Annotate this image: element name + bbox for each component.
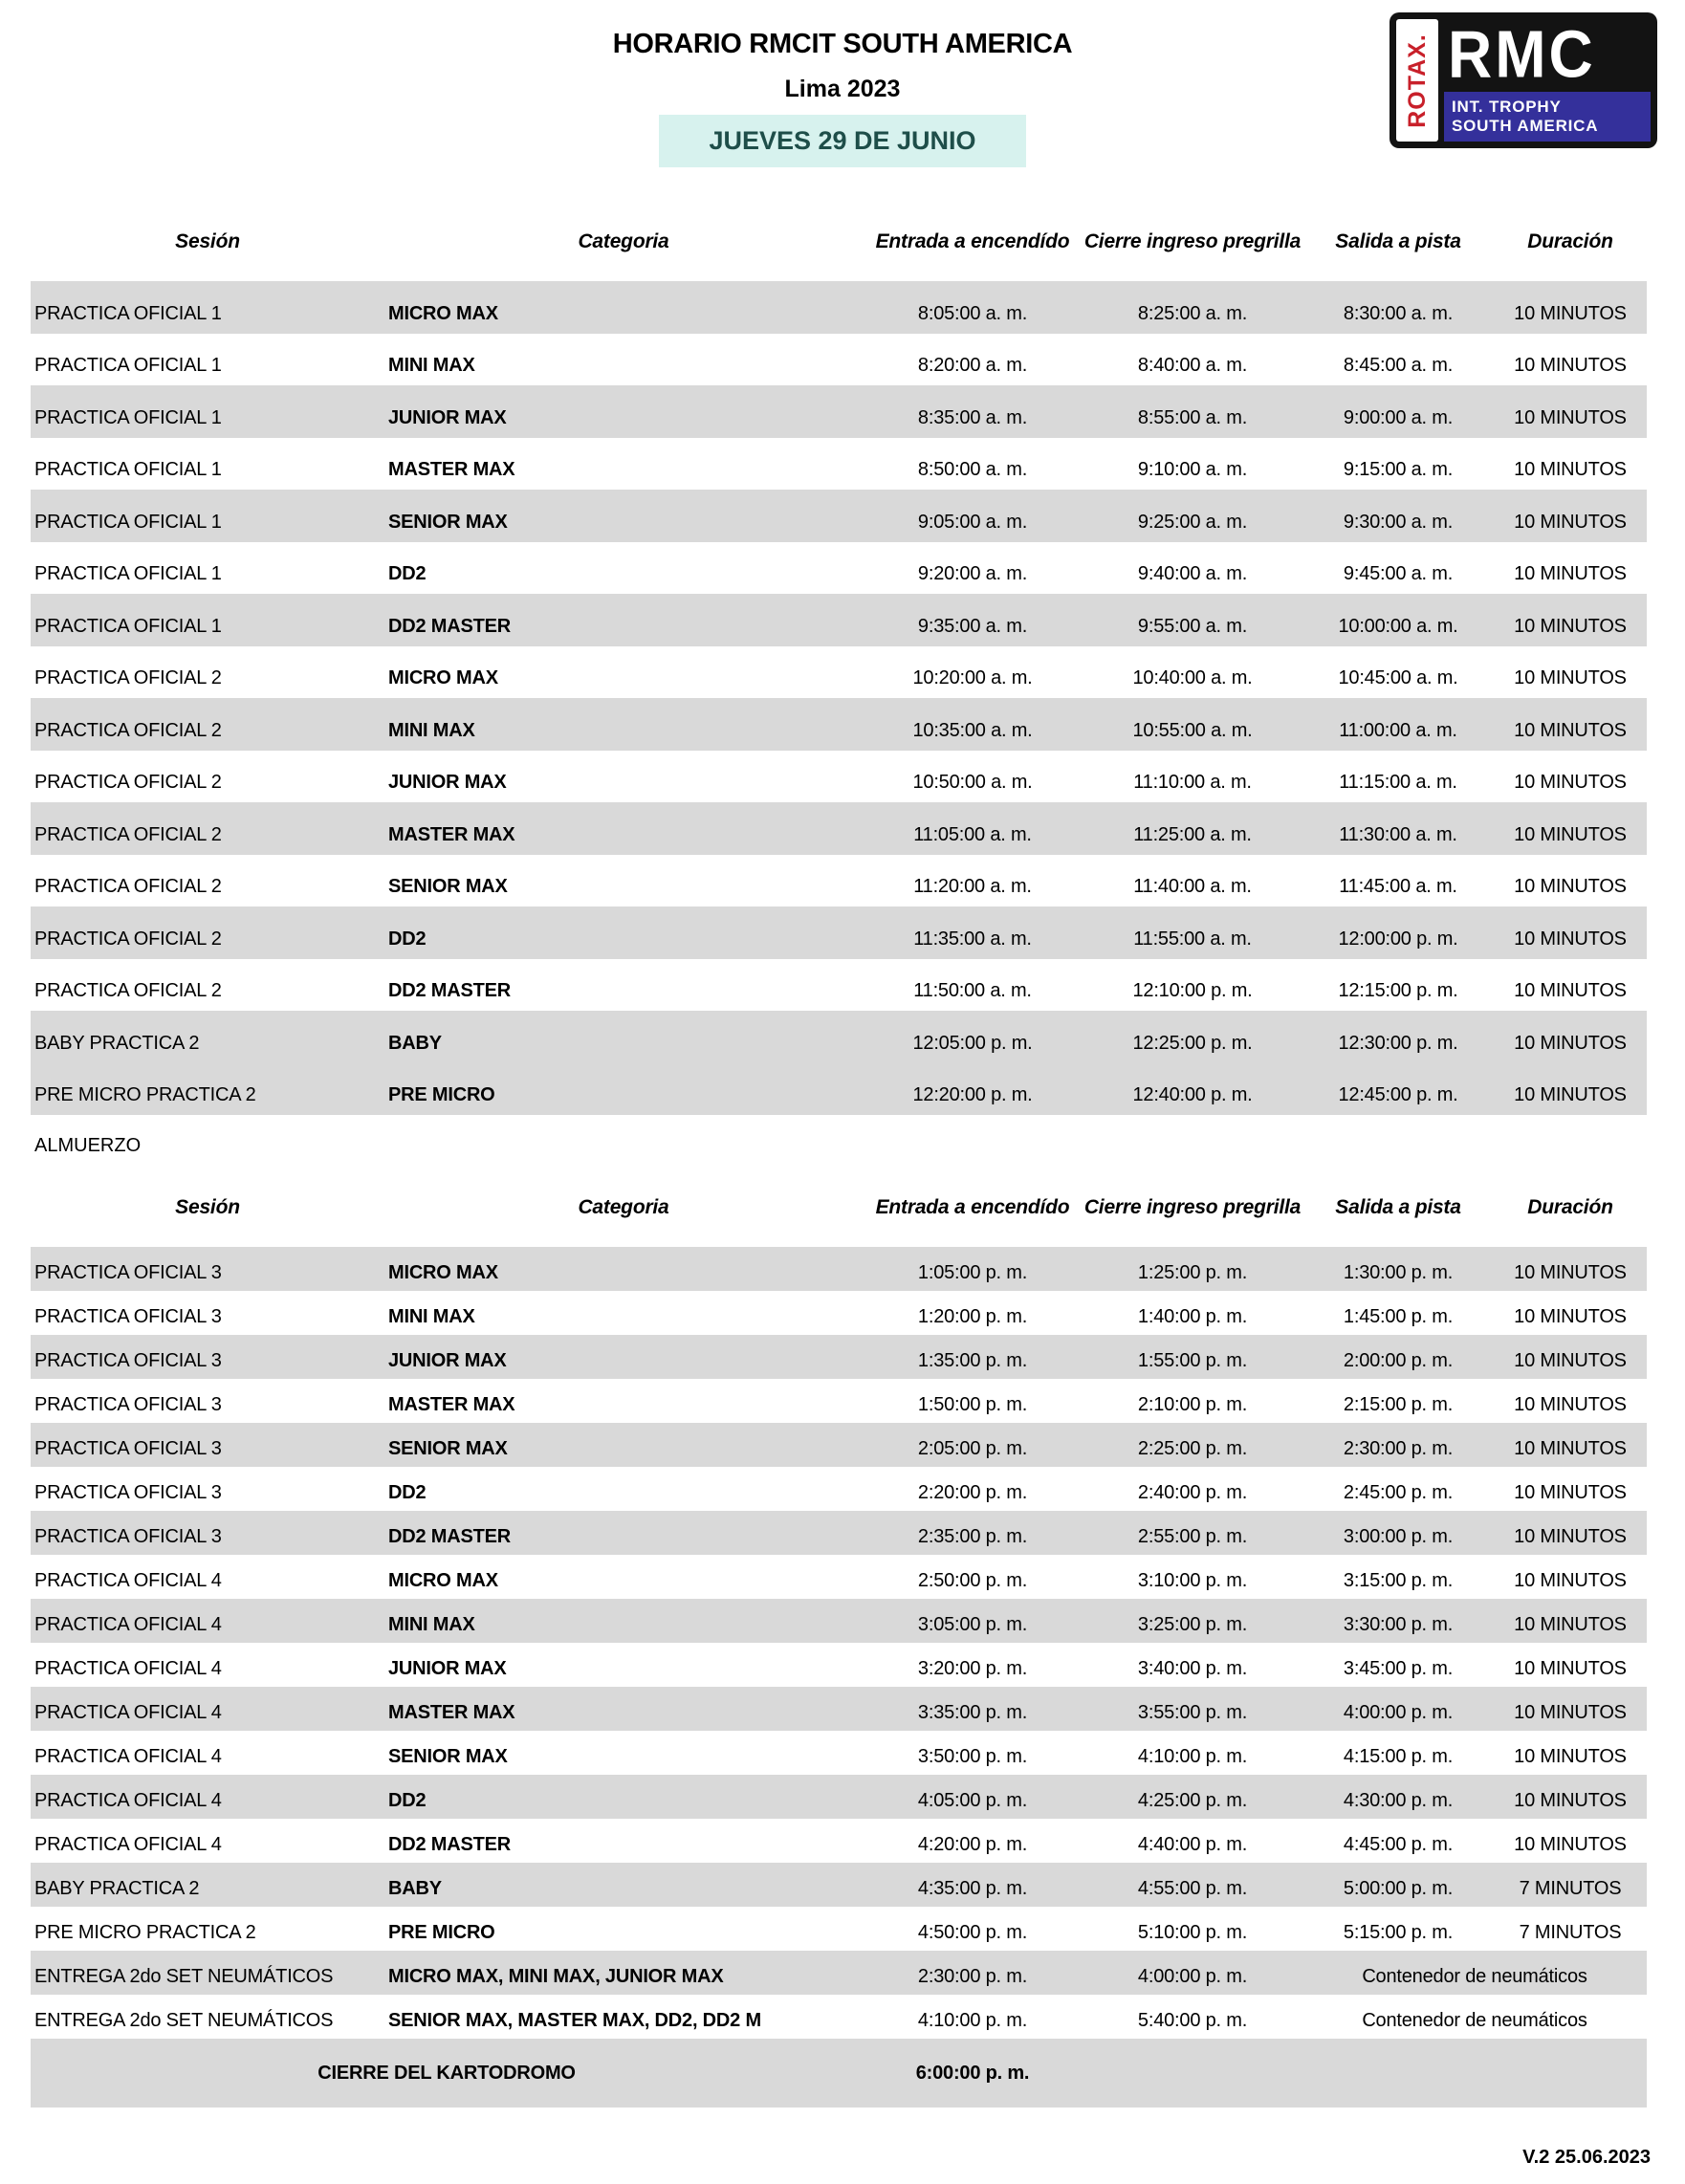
entrada-cell: 11:05:00 a. m. bbox=[913, 823, 1032, 845]
cierre-cell: 9:55:00 a. m. bbox=[1137, 615, 1248, 637]
category-cell: MINI MAX bbox=[388, 719, 475, 741]
table-row bbox=[31, 1467, 1647, 1511]
category-cell: PRE MICRO bbox=[388, 1922, 495, 1943]
table-row bbox=[31, 1555, 1647, 1599]
cierre-cell: 3:25:00 p. m. bbox=[1137, 1614, 1248, 1635]
cierre-cell: 10:55:00 a. m. bbox=[1132, 719, 1253, 741]
category-cell: MINI MAX bbox=[388, 1614, 475, 1635]
salida-cell: 10:45:00 a. m. bbox=[1338, 667, 1458, 688]
entrada-cell: 9:35:00 a. m. bbox=[917, 615, 1028, 637]
cierre-cell: 9:25:00 a. m. bbox=[1137, 511, 1248, 533]
category-cell: MASTER MAX bbox=[388, 459, 515, 480]
session-cell: PRACTICA OFICIAL 3 bbox=[34, 1350, 222, 1371]
salida-cell: 3:15:00 p. m. bbox=[1343, 1570, 1454, 1591]
duracion-cell: 10 MINUTOS bbox=[1514, 1482, 1627, 1503]
entrada-cell: 8:20:00 a. m. bbox=[917, 355, 1028, 376]
cierre-cell: 3:40:00 p. m. bbox=[1137, 1658, 1248, 1679]
category-cell: JUNIOR MAX bbox=[388, 772, 507, 793]
cierre-cell: 2:40:00 p. m. bbox=[1137, 1482, 1248, 1503]
table-row bbox=[31, 751, 1647, 803]
entrada-cell: 12:20:00 p. m. bbox=[912, 1084, 1033, 1105]
salida-cell: 3:00:00 p. m. bbox=[1343, 1526, 1454, 1547]
cierre-cell: 12:25:00 p. m. bbox=[1132, 1032, 1253, 1054]
category-cell: PRE MICRO bbox=[388, 1084, 495, 1105]
session-cell: PRACTICA OFICIAL 3 bbox=[34, 1306, 222, 1327]
duracion-cell: 7 MINUTOS bbox=[1519, 1878, 1622, 1899]
salida-cell: 12:00:00 p. m. bbox=[1338, 928, 1458, 950]
category-cell: MICRO MAX bbox=[388, 667, 498, 688]
salida-cell: 12:45:00 p. m. bbox=[1338, 1084, 1458, 1105]
column-header: Duración bbox=[1527, 230, 1613, 253]
salida-cell: 3:30:00 p. m. bbox=[1343, 1614, 1454, 1635]
category-cell: MICRO MAX bbox=[388, 302, 498, 324]
salida-cell: 4:30:00 p. m. bbox=[1343, 1790, 1454, 1811]
category-cell: MINI MAX bbox=[388, 1306, 475, 1327]
entrada-cell: 4:20:00 p. m. bbox=[917, 1834, 1028, 1855]
entrada-cell: 4:35:00 p. m. bbox=[917, 1878, 1028, 1899]
table-row bbox=[31, 1863, 1647, 1907]
salida-cell: 2:00:00 p. m. bbox=[1343, 1350, 1454, 1371]
entrada-cell: 10:35:00 a. m. bbox=[912, 719, 1033, 741]
duracion-cell: 10 MINUTOS bbox=[1514, 1350, 1627, 1371]
salida-cell: 11:15:00 a. m. bbox=[1339, 772, 1457, 793]
duracion-cell: 10 MINUTOS bbox=[1514, 1702, 1627, 1723]
duracion-cell: 10 MINUTOS bbox=[1514, 1394, 1627, 1415]
cierre-cell: 11:10:00 a. m. bbox=[1133, 772, 1252, 793]
salida-cell: 11:00:00 a. m. bbox=[1339, 719, 1457, 741]
duracion-cell: 10 MINUTOS bbox=[1514, 302, 1627, 324]
session-cell: PRACTICA OFICIAL 2 bbox=[34, 772, 222, 793]
column-header: Salida a pista bbox=[1335, 1196, 1461, 1219]
table-row bbox=[31, 1511, 1647, 1555]
entrada-cell: 11:50:00 a. m. bbox=[913, 980, 1032, 1001]
session-cell: PRACTICA OFICIAL 4 bbox=[34, 1702, 222, 1723]
empty-cell bbox=[1083, 2039, 1647, 2108]
entrada-cell: 12:05:00 p. m. bbox=[912, 1032, 1033, 1054]
table-row bbox=[31, 1995, 1647, 2039]
column-header: Entrada a encendído bbox=[875, 1196, 1070, 1219]
cierre-cell: 9:40:00 a. m. bbox=[1137, 563, 1248, 584]
column-header: Salida a pista bbox=[1335, 230, 1461, 253]
duracion-cell: 10 MINUTOS bbox=[1514, 1262, 1627, 1283]
table-row bbox=[31, 1687, 1647, 1731]
duracion-cell: 10 MINUTOS bbox=[1514, 511, 1627, 533]
entrada-cell: 2:20:00 p. m. bbox=[917, 1482, 1028, 1503]
session-cell: PRACTICA OFICIAL 4 bbox=[34, 1614, 222, 1635]
column-header: Sesión bbox=[175, 1196, 240, 1219]
cierre-cell: 9:10:00 a. m. bbox=[1137, 459, 1248, 480]
session-cell: BABY PRACTICA 2 bbox=[34, 1878, 200, 1899]
cierre-cell: 3:10:00 p. m. bbox=[1137, 1570, 1248, 1591]
cierre-cell: 8:55:00 a. m. bbox=[1137, 406, 1248, 428]
category-cell: SENIOR MAX bbox=[388, 1746, 508, 1767]
table-row bbox=[31, 1011, 1647, 1063]
table-row bbox=[31, 490, 1647, 542]
session-cell: PRE MICRO PRACTICA 2 bbox=[34, 1922, 256, 1943]
cierre-cell: 3:55:00 p. m. bbox=[1137, 1702, 1248, 1723]
cierre-cell: 2:55:00 p. m. bbox=[1137, 1526, 1248, 1547]
salida-cell: 4:00:00 p. m. bbox=[1343, 1702, 1454, 1723]
duracion-cell: 10 MINUTOS bbox=[1514, 406, 1627, 428]
column-header: Duración bbox=[1527, 1196, 1613, 1219]
logo-band bbox=[1444, 92, 1651, 142]
session-cell: ENTREGA 2do SET NEUMÁTICOS bbox=[34, 2010, 334, 2031]
column-header: Cierre ingreso pregrilla bbox=[1083, 1196, 1302, 1219]
salida-cell: 9:00:00 a. m. bbox=[1343, 406, 1454, 428]
cierre-cell: 8:40:00 a. m. bbox=[1137, 355, 1248, 376]
table-row bbox=[31, 438, 1647, 491]
cierre-cell: 4:00:00 p. m. bbox=[1137, 1966, 1248, 1987]
salida-cell: 11:45:00 a. m. bbox=[1339, 876, 1457, 897]
schedule-table-morning bbox=[31, 203, 1647, 1115]
session-cell: BABY PRACTICA 2 bbox=[34, 1032, 200, 1054]
session-cell: PRACTICA OFICIAL 1 bbox=[34, 563, 222, 584]
cierre-cell: 10:40:00 a. m. bbox=[1132, 667, 1253, 688]
session-cell: PRACTICA OFICIAL 2 bbox=[34, 667, 222, 688]
salida-cell: 9:45:00 a. m. bbox=[1343, 563, 1454, 584]
entrada-cell: 3:50:00 p. m. bbox=[917, 1746, 1028, 1767]
session-cell: PRACTICA OFICIAL 4 bbox=[34, 1746, 222, 1767]
session-cell: PRACTICA OFICIAL 1 bbox=[34, 511, 222, 533]
table-row bbox=[31, 542, 1647, 595]
category-cell: MICRO MAX bbox=[388, 1262, 498, 1283]
logo-band-line1: INT. TROPHY bbox=[1452, 97, 1562, 116]
category-cell: MASTER MAX bbox=[388, 1702, 515, 1723]
salida-cell: 2:15:00 p. m. bbox=[1343, 1394, 1454, 1415]
salida-cell: 9:15:00 a. m. bbox=[1343, 459, 1454, 480]
salida-cell: Contenedor de neumáticos bbox=[1362, 1966, 1587, 1987]
duracion-cell: 10 MINUTOS bbox=[1514, 823, 1627, 845]
duracion-cell: 10 MINUTOS bbox=[1514, 355, 1627, 376]
duracion-cell: 10 MINUTOS bbox=[1514, 1438, 1627, 1459]
entrada-cell: 1:50:00 p. m. bbox=[917, 1394, 1028, 1415]
session-cell: PRACTICA OFICIAL 2 bbox=[34, 980, 222, 1001]
session-cell: PRACTICA OFICIAL 2 bbox=[34, 876, 222, 897]
column-header: Cierre ingreso pregrilla bbox=[1083, 230, 1302, 253]
duracion-cell: 10 MINUTOS bbox=[1514, 563, 1627, 584]
category-cell: MINI MAX bbox=[388, 355, 475, 376]
duracion-cell: 10 MINUTOS bbox=[1514, 667, 1627, 688]
category-cell: DD2 MASTER bbox=[388, 980, 512, 1001]
table-row bbox=[31, 802, 1647, 855]
duracion-cell: 10 MINUTOS bbox=[1514, 719, 1627, 741]
cierre-cell: 11:55:00 a. m. bbox=[1133, 928, 1252, 950]
duracion-cell: 10 MINUTOS bbox=[1514, 1790, 1627, 1811]
session-cell: PRACTICA OFICIAL 2 bbox=[34, 823, 222, 845]
table-row bbox=[31, 959, 1647, 1012]
cierre-cell: 8:25:00 a. m. bbox=[1137, 302, 1248, 324]
table-row bbox=[31, 855, 1647, 907]
salida-cell: 3:45:00 p. m. bbox=[1343, 1658, 1454, 1679]
category-cell: JUNIOR MAX bbox=[388, 1350, 507, 1371]
salida-cell: 8:30:00 a. m. bbox=[1343, 302, 1454, 324]
table-row bbox=[31, 646, 1647, 699]
category-cell: DD2 MASTER bbox=[388, 1834, 512, 1855]
category-cell: SENIOR MAX, MASTER MAX, DD2, DD2 M bbox=[388, 2010, 761, 2031]
column-header: Categoria bbox=[578, 1196, 669, 1219]
table-row bbox=[31, 1379, 1647, 1423]
session-cell: PRACTICA OFICIAL 3 bbox=[34, 1482, 222, 1503]
duracion-cell: 10 MINUTOS bbox=[1514, 615, 1627, 637]
salida-cell: 1:30:00 p. m. bbox=[1343, 1262, 1454, 1283]
entrada-cell: 3:05:00 p. m. bbox=[917, 1614, 1028, 1635]
duracion-cell: 7 MINUTOS bbox=[1519, 1922, 1622, 1943]
entrada-cell: 4:10:00 p. m. bbox=[917, 2010, 1028, 2031]
duracion-cell: 10 MINUTOS bbox=[1514, 1084, 1627, 1105]
session-cell: PRACTICA OFICIAL 3 bbox=[34, 1394, 222, 1415]
duracion-cell: 10 MINUTOS bbox=[1514, 1746, 1627, 1767]
category-cell: DD2 bbox=[388, 1790, 427, 1811]
cierre-cell: 1:40:00 p. m. bbox=[1137, 1306, 1248, 1327]
event-subtitle: Lima 2023 bbox=[784, 76, 901, 102]
entrada-cell: 6:00:00 p. m. bbox=[915, 2062, 1030, 2084]
table-row bbox=[31, 281, 1647, 334]
session-cell: PRACTICA OFICIAL 2 bbox=[34, 928, 222, 950]
page-title: HORARIO RMCIT SOUTH AMERICA bbox=[612, 29, 1073, 59]
category-cell: MASTER MAX bbox=[388, 1394, 515, 1415]
salida-cell: 1:45:00 p. m. bbox=[1343, 1306, 1454, 1327]
table-row bbox=[31, 1423, 1647, 1467]
entrada-cell: 2:30:00 p. m. bbox=[917, 1966, 1028, 1987]
cierre-cell: 5:10:00 p. m. bbox=[1137, 1922, 1248, 1943]
table-header-row bbox=[31, 1168, 1647, 1247]
category-cell: JUNIOR MAX bbox=[388, 406, 507, 428]
category-cell: BABY bbox=[388, 1032, 442, 1054]
category-cell: DD2 bbox=[388, 1482, 427, 1503]
duracion-cell: 10 MINUTOS bbox=[1514, 772, 1627, 793]
duracion-cell: 10 MINUTOS bbox=[1514, 1834, 1627, 1855]
entrada-cell: 11:20:00 a. m. bbox=[913, 876, 1032, 897]
salida-cell: 11:30:00 a. m. bbox=[1339, 823, 1457, 845]
column-header: Sesión bbox=[175, 230, 240, 253]
salida-cell: 10:00:00 a. m. bbox=[1338, 615, 1458, 637]
cierre-cell: 4:10:00 p. m. bbox=[1137, 1746, 1248, 1767]
table-row bbox=[31, 1775, 1647, 1819]
duracion-cell: 10 MINUTOS bbox=[1514, 1032, 1627, 1054]
salida-cell: 9:30:00 a. m. bbox=[1343, 511, 1454, 533]
table-row bbox=[31, 334, 1647, 386]
duracion-cell: 10 MINUTOS bbox=[1514, 1658, 1627, 1679]
column-header: Categoria bbox=[578, 230, 669, 253]
table-row bbox=[31, 2039, 1647, 2108]
cierre-cell: 2:25:00 p. m. bbox=[1137, 1438, 1248, 1459]
category-cell: SENIOR MAX bbox=[388, 876, 508, 897]
session-cell: PRACTICA OFICIAL 4 bbox=[34, 1570, 222, 1591]
version-label: V.2 25.06.2023 bbox=[1522, 2147, 1651, 2168]
cierre-cell: 2:10:00 p. m. bbox=[1137, 1394, 1248, 1415]
table-row bbox=[31, 1063, 1647, 1116]
cierre-cell: 11:40:00 a. m. bbox=[1133, 876, 1252, 897]
session-cell: PRACTICA OFICIAL 1 bbox=[34, 615, 222, 637]
rmc-logo bbox=[1390, 12, 1657, 148]
entrada-cell: 1:35:00 p. m. bbox=[917, 1350, 1028, 1371]
entrada-cell: 8:35:00 a. m. bbox=[917, 406, 1028, 428]
category-cell: MICRO MAX bbox=[388, 1570, 498, 1591]
entrada-cell: 9:05:00 a. m. bbox=[917, 511, 1028, 533]
session-cell: PRACTICA OFICIAL 3 bbox=[34, 1438, 222, 1459]
salida-cell: 5:00:00 p. m. bbox=[1343, 1878, 1454, 1899]
table-row bbox=[31, 1951, 1647, 1995]
rotax-strip bbox=[1396, 19, 1438, 142]
logo-right bbox=[1444, 19, 1651, 142]
category-cell: MICRO MAX, MINI MAX, JUNIOR MAX bbox=[388, 1966, 724, 1987]
page-header bbox=[0, 0, 1685, 203]
session-cell: PRACTICA OFICIAL 1 bbox=[34, 355, 222, 376]
duracion-cell: 10 MINUTOS bbox=[1514, 459, 1627, 480]
session-cell: PRACTICA OFICIAL 1 bbox=[34, 302, 222, 324]
entrada-cell: 8:05:00 a. m. bbox=[917, 302, 1028, 324]
salida-cell: 4:15:00 p. m. bbox=[1343, 1746, 1454, 1767]
column-header: Entrada a encendído bbox=[875, 230, 1070, 253]
duracion-cell: 10 MINUTOS bbox=[1514, 980, 1627, 1001]
salida-cell: 2:30:00 p. m. bbox=[1343, 1438, 1454, 1459]
table-row bbox=[31, 1731, 1647, 1775]
session-cell: PRACTICA OFICIAL 4 bbox=[34, 1658, 222, 1679]
duracion-cell: 10 MINUTOS bbox=[1514, 928, 1627, 950]
entrada-cell: 3:20:00 p. m. bbox=[917, 1658, 1028, 1679]
lunch-label: ALMUERZO bbox=[34, 1134, 142, 1156]
cierre-cell: 12:10:00 p. m. bbox=[1132, 980, 1253, 1001]
session-cell: PRACTICA OFICIAL 1 bbox=[34, 459, 222, 480]
salida-cell: 2:45:00 p. m. bbox=[1343, 1482, 1454, 1503]
entrada-cell: 3:35:00 p. m. bbox=[917, 1702, 1028, 1723]
entrada-cell: 4:50:00 p. m. bbox=[917, 1922, 1028, 1943]
salida-cell: 12:15:00 p. m. bbox=[1338, 980, 1458, 1001]
table-row bbox=[31, 1335, 1647, 1379]
duracion-cell: 10 MINUTOS bbox=[1514, 1614, 1627, 1635]
cierre-cell: 4:40:00 p. m. bbox=[1137, 1834, 1248, 1855]
session-cell: PRACTICA OFICIAL 4 bbox=[34, 1790, 222, 1811]
category-cell: DD2 bbox=[388, 563, 427, 584]
cierre-cell: 1:55:00 p. m. bbox=[1137, 1350, 1248, 1371]
duracion-cell: 10 MINUTOS bbox=[1514, 1526, 1627, 1547]
entrada-cell: 1:20:00 p. m. bbox=[917, 1306, 1028, 1327]
salida-cell: 8:45:00 a. m. bbox=[1343, 355, 1454, 376]
table-row bbox=[31, 698, 1647, 751]
category-cell: DD2 bbox=[388, 928, 427, 950]
table-row bbox=[31, 385, 1647, 438]
salida-cell: 4:45:00 p. m. bbox=[1343, 1834, 1454, 1855]
session-cell: ENTREGA 2do SET NEUMÁTICOS bbox=[34, 1966, 334, 1987]
cierre-cell: 4:25:00 p. m. bbox=[1137, 1790, 1248, 1811]
entrada-cell: 2:50:00 p. m. bbox=[917, 1570, 1028, 1591]
category-cell: MASTER MAX bbox=[388, 823, 515, 845]
category-cell: SENIOR MAX bbox=[388, 511, 508, 533]
duracion-cell: 10 MINUTOS bbox=[1514, 1570, 1627, 1591]
duracion-cell: 10 MINUTOS bbox=[1514, 1306, 1627, 1327]
salida-cell: 5:15:00 p. m. bbox=[1343, 1922, 1454, 1943]
entrada-cell: 8:50:00 a. m. bbox=[917, 459, 1028, 480]
cierre-cell: 5:40:00 p. m. bbox=[1137, 2010, 1248, 2031]
session-cell: PRACTICA OFICIAL 2 bbox=[34, 719, 222, 741]
category-cell: BABY bbox=[388, 1878, 442, 1899]
cierre-cell: 1:25:00 p. m. bbox=[1137, 1262, 1248, 1283]
cierre-cell: 4:55:00 p. m. bbox=[1137, 1878, 1248, 1899]
table-row bbox=[31, 1291, 1647, 1335]
entrada-cell: 9:20:00 a. m. bbox=[917, 563, 1028, 584]
table-row bbox=[31, 1907, 1647, 1951]
session-cell: PRE MICRO PRACTICA 2 bbox=[34, 1084, 256, 1105]
rmc-wordmark: RMC bbox=[1448, 17, 1596, 93]
table-header-row bbox=[31, 203, 1647, 281]
salida-cell: 12:30:00 p. m. bbox=[1338, 1032, 1458, 1054]
category-cell: JUNIOR MAX bbox=[388, 1658, 507, 1679]
table-row bbox=[31, 1247, 1647, 1291]
entrada-cell: 11:35:00 a. m. bbox=[913, 928, 1032, 950]
cierre-cell: 12:40:00 p. m. bbox=[1132, 1084, 1253, 1105]
schedule-table-afternoon bbox=[31, 1168, 1647, 2108]
table-row bbox=[31, 594, 1647, 646]
table-row bbox=[31, 906, 1647, 959]
session-cell: PRACTICA OFICIAL 1 bbox=[34, 406, 222, 428]
entrada-cell: 10:20:00 a. m. bbox=[912, 667, 1033, 688]
category-cell: SENIOR MAX bbox=[388, 1438, 508, 1459]
table-row bbox=[31, 1599, 1647, 1643]
entrada-cell: 10:50:00 a. m. bbox=[912, 772, 1033, 793]
entrada-cell: 4:05:00 p. m. bbox=[917, 1790, 1028, 1811]
entrada-cell: 1:05:00 p. m. bbox=[917, 1262, 1028, 1283]
cierre-cell: 11:25:00 a. m. bbox=[1133, 823, 1252, 845]
category-cell: DD2 MASTER bbox=[388, 615, 512, 637]
entrada-cell: 2:05:00 p. m. bbox=[917, 1438, 1028, 1459]
table-row bbox=[31, 1643, 1647, 1687]
session-cell: PRACTICA OFICIAL 3 bbox=[34, 1526, 222, 1547]
table-row bbox=[31, 1819, 1647, 1863]
session-cell: PRACTICA OFICIAL 4 bbox=[34, 1834, 222, 1855]
logo-band-line2: SOUTH AMERICA bbox=[1452, 117, 1599, 135]
entrada-cell: 2:35:00 p. m. bbox=[917, 1526, 1028, 1547]
category-cell: DD2 MASTER bbox=[388, 1526, 512, 1547]
date-banner: JUEVES 29 DE JUNIO bbox=[659, 115, 1025, 167]
session-cell: PRACTICA OFICIAL 3 bbox=[34, 1262, 222, 1283]
rotax-wordmark: ROTAX. bbox=[1403, 33, 1431, 128]
salida-cell: Contenedor de neumáticos bbox=[1362, 2010, 1587, 2031]
session-cell: CIERRE DEL KARTODROMO bbox=[317, 2062, 576, 2084]
duracion-cell: 10 MINUTOS bbox=[1514, 876, 1627, 897]
